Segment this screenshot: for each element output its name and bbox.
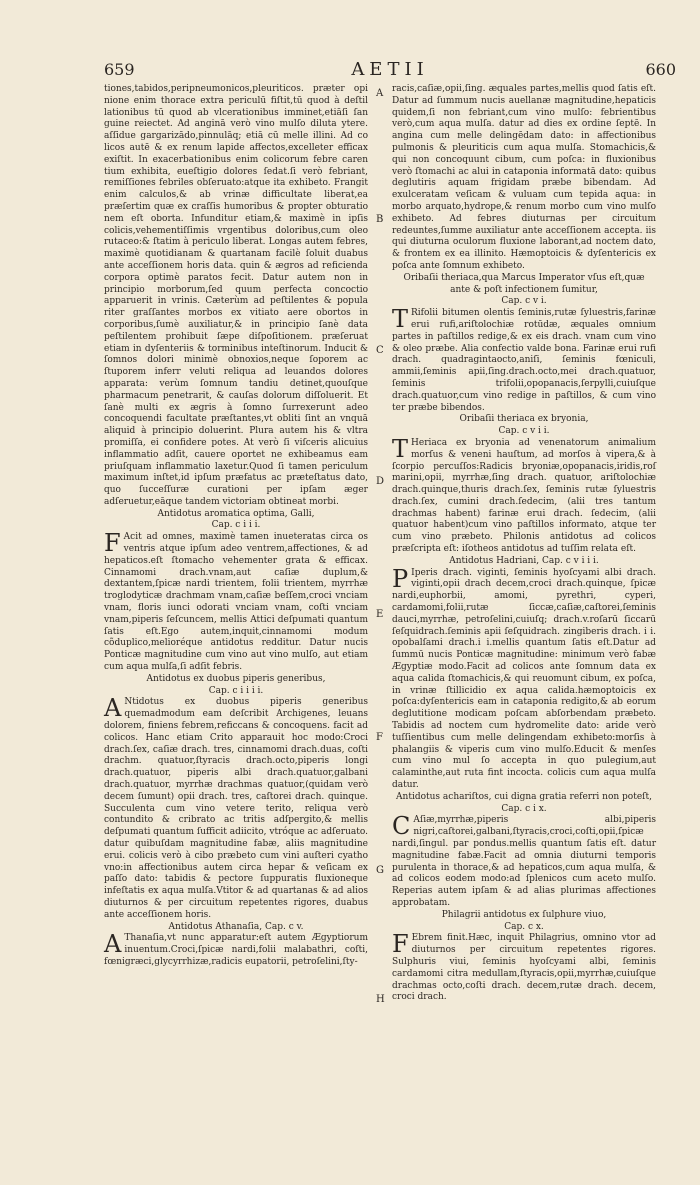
left-column (104, 84, 368, 969)
left-paragraph-2-text: Acit ad omnes, maximè tamen inueteratas circa os ventris atque ipſum adeo ventrem,affectiones, & ad hepaticos.eſt ſtomacho vehementer grata & efficax. Cinnamomi drach.vnam,aut caſiæ duplum,& dextantem,ſpicæ nardi trientem, folii trientem, myrrhæ troglodyticæ drachmam vnam,caſiæ beſſem,croci vnciam vnam, floris iunci odorati vnciam vnam, coſti vnciam vnam,piperis ſeſcuncem, mellis Attici deſpumati quantum ſatis eſt.Ego autem,inquit,cinnamomi modum cõduplico,melioréque antidotus redditur. Datur nucis Ponticæ magnitudine cum vino aut vino mulſo, aut etiam cum aqua mulſa,ſi adſit febris. (104, 532, 368, 673)
left-paragraph-3 (104, 694, 368, 921)
drop-cap: A (104, 694, 122, 723)
right-paragraph-1: racis,caſiæ,opii,ſing. æquales partes,mellis quod ſatis eſt. Datur ad ſummum nucis auellanæ magnitudine,hepaticis quidem,ſi non febriant,cum vino mulſo: febrientibus verò,cum aqua mulſa. datur ad dies ex ordine ſeptē. In angina cum melle delingēdam dato: in affectionibus pulmonis & pleuriticis cum aqua mulſa. Stomachicis,& qui non concoquunt cibum, cum poſca: in fluxionibus verò ſtomachi ac alui in cataponia informatā dato: quibus deglutiris aquam frigidam præbe bibendam. Ad exulceratam veſicam & vuluam cum tepida aqua: in morbo arquato,hydrope,& renum morbo cum vino mulſo exhibeto. Ad febres diuturnas per circuitum redeuntes,ſumme auxiliatur ante acceſſionem accepta. iis qui diuturna oculorum fluxione laborant,ad noctem dato, & frontem ex ea illinito. Hæmoptoicis & dyſentericis ex poſca ante ſomnum exhibeto. (392, 84, 656, 271)
margin-letter-f: F (376, 732, 383, 743)
right-paragraph-5-text: Aſiæ,myrrhæ,piperis albi,piperis nigri,caſtorei,galbani,ſtyracis,croci,coſti,opii,ſpicæ nardi,ſingul. par pondus.mellis quantum ſatis eſt. datur magnitudine fabæ.Facit ad omnia diuturni temporis purulenta in thorace,& ad hepaticos,cum aqua mulſa, & ad colicos eodem modo:ad ſplenicos cum aceto mulſo. Reperias autem ipſam & ad alias plurimas affectiones approbatam. (392, 815, 656, 908)
drop-cap: A (104, 930, 122, 959)
left-heading-2: Antidotus ex duobus piperis generibus, (146, 673, 326, 684)
left-paragraph-2 (104, 529, 368, 674)
right-column (392, 84, 656, 1004)
right-paragraph-2-text: Rifolii bitumen olentis ſeminis,rutæ ſyluestris,farinæ erui rufi,ariſtolochiæ rotūdæ, æquales omnium partes in paſtillos redige,& ex eis drach. vnam cum vino & oleo præbe. Alia confectio valde bona. Farinæ erui rufi drach. quadragintaocto,aniſi, ſeminis fœniculi, ammii,ſeminis apii,ſing.drach.octo,mei drach.quatuor, ſeminis trifolii,opopanacis,ſerpylli,cuiuſque drach.quatuor,cum vino redige in paſtillos, & cum vino ter præbe bibendos. (392, 308, 656, 413)
left-paragraph-4-text: Thanaſia,vt nunc apparatur:eſt autem Ægyptiorum inuentum.Croci,ſpicæ nardi,folii malabathri, coſti, fœnigræci,glycyrrhizæ,radicis eupatorii, petroſelini,ſty- (104, 933, 368, 967)
right-heading-5: Philagrii antidotus ex ſulphure viuo, (441, 909, 607, 920)
drop-cap: C (392, 812, 411, 841)
left-paragraph-1: tiones,tabidos,peripneumonicos,pleuriticos. præter opi nione enim thorace extra periculū fiſtit,tū quod à deſtil lationibus tū quod ab vlcerationibus imminet,etiāſi ſan guine reiectet. Ad anginā verò vino mulſo diluta ytere. aſſidue gargarizādo,pinnulāq; etiā cū melle illini. Ad co licos autē & ex renum lapide affectos,excelleter efficax exiſtit. In exacerbationibus enim colicorum febre caren tium exhibita, eueſtigio dolores ſedat.ſi verò febriant, remiſſiones febriles obſeruato:atque ita exhibeto. Frangit enim calculos,& ab vrinæ difficultate liberat,ea præſertim quæ ex craſſis humoribus & propter obturatio nem eſt oborta. Infunditur etiam,& maximè in ipſis colicis,vehementiſſimis vrgentibus doloribus,cum oleo rutaceo:& ſtatim à periculo liberat. Longas autem febres, maximè quotidianam & quartanam facilè ſoluit duabus ante acceſſionem horis data. quin & ægros ad reficienda corpora optimè paratos fecit. Datur autem non in principio morborum,ſed quum perfecta concoctio apparuerit in vrinis. Cæterùm ad peſtilentes & popula riter graſſantes morbos ex vitiato aere obortos in corporibus,ſumè auxiliatur,& in principio ſanè data peſtilentem prohibuit ſæpe diſpoſitionem. præſeruat etiam in dyſenteriis & torminibus inteſtinorum. Inducit & ſomnos dolori minimè obnoxios,neque ſoporem ac ſtuporem inferr veluti reliqua ad leuandos dolores apparata: verùm ſomnum tandiu detinet,quouſque pharmacum penetrarit, & cauſas dolorum diſſoluerit. Et ſanè multi ex ægris à ſomno ſurrexerunt adeo concoquendi facultate præſtantes,vt obliti ſint an vnquā aliquid à principio doluerint. Plura autem his & vltra promiſſa, ei confidere potes. At verò ſi viſceris alicuius inflammatio adſit, cauere oportet ne exhibeamus eam priuſquam inflammatio laxetur.Quod ſi tamen periculum maximum inſtet,id ipſum præfatus ac præteſtatus dato, quo ſucceſſuræ curationi per ipſam æger adſeruetur,eāque tandem victoriam obtineat morbi. (104, 84, 368, 507)
margin-letter-c: C (376, 345, 384, 356)
right-heading-3: Antidotus Hadriani, Cap. c v i i i. (449, 555, 599, 566)
right-paragraph-3 (392, 434, 656, 556)
margin-letter-a: A (376, 88, 384, 99)
right-paragraph-4-text: Iperis drach. viginti, ſeminis hyoſcyami albi drach. viginti,opii drach decem,croci drach.quinque, ſpicæ nardi,euphorbii, amomi, pyrethri, cyperi, cardamomi,folii,rutæ ſiccæ,caſiæ,caſtorei,ſeminis dauci,myrrhæ, petroſelini,cuiuſq; drach.v.roſarū ſiccarū ſeſquidrach.ſeminis apii ſeſquidrach. zingiberis drach. i i. opobalſami drach.i i.mellis quantum ſatis eſt.Datur ad ſummū nucis Ponticæ magnitudine: minimum verò fabæ Ægyptiæ modo.Facit ad colicos ante ſomnum data ex aqua calida ſtomachicis,& qui reuomunt cibum, ex poſca, in vrinæ ſtillicidio ex aqua calida.hæmoptoicis ex poſca:dyſentericis eam in cataponia redigito,& ab eorum deglutitione modicam poſcam abſorbendam præbeto. Tabidis ad noctem cum hydromelite dato: aride verò tuſſientibus cum melle delingendam exhibeto:morſis à phalangiis & viperis cum vino mulſo.Educit & menſes cum vino mul ſo accepta in quo pulegium,aut calaminthe,aut ruta fint incocta. colicis cum aqua mulſa datur. (392, 567, 656, 791)
margin-letter-b: B (376, 214, 384, 225)
left-heading-1: Antidotus aromatica optima, Galli, (157, 508, 315, 519)
right-chapter-2: Cap. c v i i. (498, 426, 550, 437)
margin-letter-g: G (376, 865, 384, 876)
right-paragraph-2 (392, 305, 656, 414)
right-heading-1: Oribaſii theriaca,qua Marcus Imperator vſus eſt,quæ ante & poſt infectionem ſumitur, (403, 272, 645, 295)
drop-cap: P (392, 564, 409, 593)
right-heading-4: Antidotus achariſtos, cui digna gratia referri non poteſt, Cap. c i x. (396, 791, 652, 814)
running-title: AETII (351, 59, 429, 80)
margin-letter-e: E (376, 609, 384, 620)
margin-letter-h: H (376, 994, 385, 1005)
right-chapter-5: Cap. c x. (504, 921, 544, 932)
right-heading-2: Oribaſii theriaca ex bryonia, (459, 414, 589, 425)
right-paragraph-4 (392, 564, 656, 792)
drop-cap: T (392, 305, 409, 334)
page-number-left: 659 (104, 60, 135, 79)
left-chapter-2: Cap. c i i i i. (208, 685, 264, 696)
page-header (104, 60, 676, 86)
left-paragraph-3-text: Ntidotus ex duobus piperis generibus quemadmodum eam deſcribit Archigenes, leuans dolorem, finiens febrem,reficcans & concoquens. facit ad colicos. Hanc etiam Crito apparauit hoc modo:Croci drach.ſex, caſiæ drach. tres, cinnamomi drach.duas, coſti drachm. quatuor,ſtyracis drach.octo,piperis longi drach.quatuor, piperis albi drach.quatuor,galbani drach.quatuor, myrrhæ drachmas quatuor,(quidam verò decem ſumunt) opii drach. tres, caſtorei drach. quinque. Succulenta cum vino vetere terito, reliqua verò contundito & cribrato ac tritis adſpergito,& mellis deſpumati quantum ſufficit adiicito, vtróque ac adſeruato. datur quibuſdam magnitudine fabæ, aliis magnitudine erui. colicis verò à cibo præbeto cum vini auſteri cyatho vno:in affectionibus autem circa hepar & veſicam ex paſſo dato: tabidis & pectore ſuppuratis fluxioneque infeſtatis ex aqua mulſa.Vtitor & ad quartanas & ad alios diuturnos & per circuitum repetentes rigores, duabus ante acceſſionem horis. (104, 697, 368, 920)
left-paragraph-4 (104, 930, 368, 968)
drop-cap: F (392, 930, 409, 959)
right-paragraph-3-text: Heriaca ex bryonia ad venenatorum animalium morſus & veneni hauſtum, ad morſos à vipera,& à ſcorpio percuſſos:Radicis bryoniæ,opopanacis,iridis,roſ marini,opii, myrrhæ,ſing drach. quatuor, ariſtolochiæ drach.quinque,thuris drach.ſex, ſeminis rutæ ſyluestris drach.ſex, cumini drach.ſedecim, (alii tres tantum drachmas habent) farinæ erui drach. ſedecim, (alii quatuor habent)cum vino paſtillos informato, atque ter cum vino præbeto. Philonis antidotus ad colicos præſcripta eſt: iſotheos antidotus ad tuſſim relata eſt. (392, 437, 656, 555)
drop-cap: T (392, 434, 409, 463)
left-chapter-1: Cap. c i i i. (211, 520, 261, 531)
right-paragraph-5 (392, 812, 656, 909)
margin-letter-d: D (376, 476, 385, 487)
left-heading-3: Antidotus Athanaſia, Cap. c v. (168, 921, 304, 932)
page-number-right: 660 (645, 60, 676, 79)
right-paragraph-6 (392, 930, 656, 1004)
right-chapter-1: Cap. c v i. (501, 296, 547, 307)
right-paragraph-6-text: Ebrem finit.Hæc, inquit Philagrius, omnino vtor ad diuturnos per circuitum repetentes rigores. Sulphuris viui, ſeminis hyoſcyami albi, ſeminis cardamomi citra medullam,ſtyracis,opii,myrrhæ,cuiuſque drachmas octo,coſti drach. decem,rutæ drach. decem, croci drach. (392, 933, 656, 1003)
drop-cap: F (104, 529, 121, 558)
